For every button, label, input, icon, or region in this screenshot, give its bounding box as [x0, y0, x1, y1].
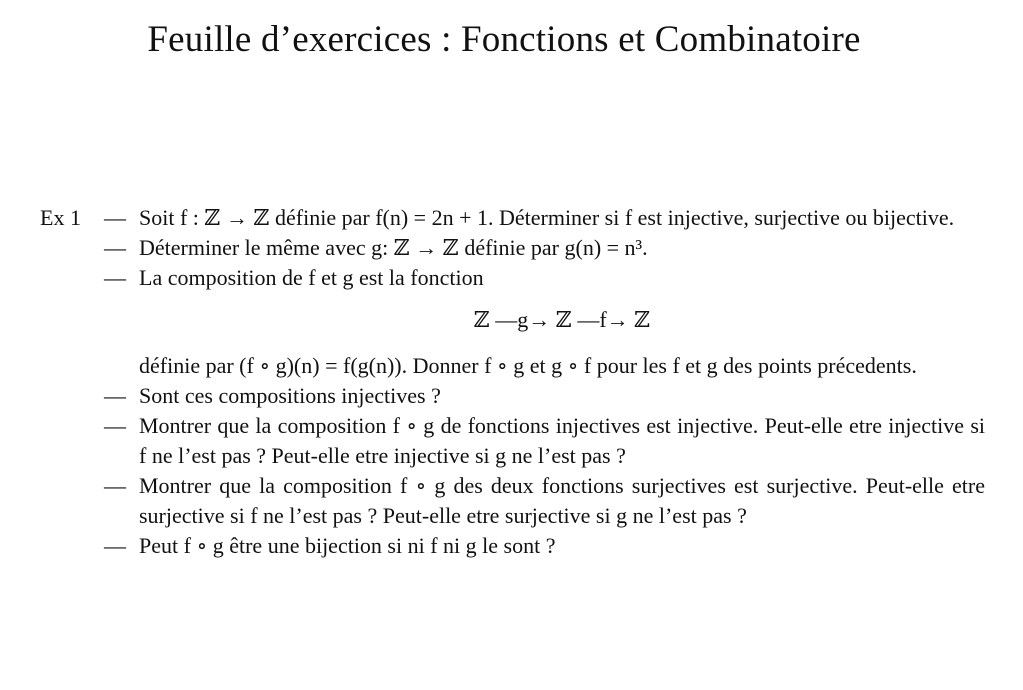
exercise-item	[40, 531, 985, 561]
exercise-1	[40, 203, 985, 561]
item-text: Peut f ∘ g être une bijection si ni f ni g le sont ?	[139, 533, 556, 558]
exercise-item	[40, 471, 985, 531]
item-dash: —	[104, 473, 126, 498]
item-dash: —	[104, 265, 126, 290]
item-text: La composition de f et g est la fonction	[139, 265, 484, 290]
item-text: Soit f : ℤ → ℤ définie par f(n) = 2n + 1. Déterminer si f est injective, surjective ou bijective.	[139, 205, 955, 230]
exercise-item	[40, 381, 985, 411]
exercise-item	[40, 263, 985, 293]
item-dash: —	[104, 413, 126, 438]
item-continuation: définie par (f ∘ g)(n) = f(g(n)). Donner f ∘ g et g ∘ f pour les f et g des points précedents.	[139, 353, 917, 378]
item-dash: —	[104, 533, 126, 558]
exercise-number: Ex 1	[40, 205, 81, 230]
item-dash: —	[104, 235, 126, 260]
item-text: Sont ces compositions injectives ?	[139, 383, 441, 408]
item-text: Déterminer le même avec g: ℤ → ℤ définie par g(n) = n³.	[139, 235, 648, 260]
exercise-item	[40, 411, 985, 471]
exercise-item	[40, 233, 985, 263]
item-text: Montrer que la composition f ∘ g de fonctions injectives est injective. Peut-elle etre injective si f ne l’est pas ? Peut-elle etre injective si g ne l’est pas ?	[139, 413, 985, 468]
exercise-item	[40, 203, 985, 233]
item-dash: —	[104, 205, 126, 230]
item-dash: —	[104, 383, 126, 408]
item-text: Montrer que la composition f ∘ g des deux fonctions surjectives est surjective. Peut-elle etre surjective si f ne l’est pas ? Peut-elle etre surjective si g ne l’est pas ?	[139, 473, 985, 528]
display-equation: ℤ —g→ ℤ —f→ ℤ	[473, 307, 651, 332]
page-title: Feuille d’exercices : Fonctions et Combinatoire	[147, 19, 861, 60]
